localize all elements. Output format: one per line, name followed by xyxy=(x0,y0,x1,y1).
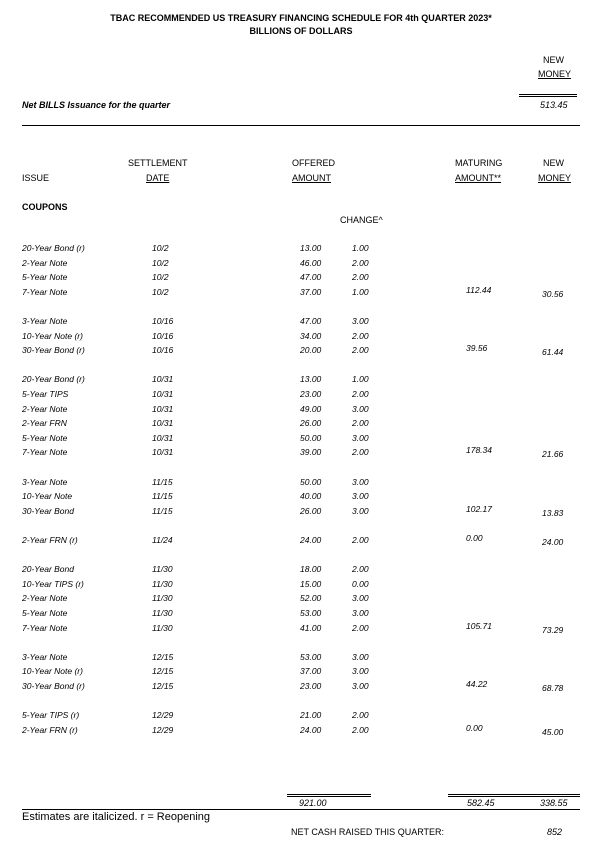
issue-cell: 20-Year Bond (r) xyxy=(22,374,85,385)
offered-amount-cell: 47.00 xyxy=(300,272,322,283)
total-rule-right-a xyxy=(448,794,580,795)
offered-amount-cell: 37.00 xyxy=(300,286,322,297)
change-cell: 3.00 xyxy=(352,432,369,443)
issue-cell: 30-Year Bond xyxy=(22,505,74,516)
total-new-money: 338.55 xyxy=(540,798,568,808)
offered-amount-cell: 24.00 xyxy=(300,724,322,735)
bills-value: 513.45 xyxy=(540,100,568,110)
issue-cell: 5-Year TIPS (r) xyxy=(22,710,80,721)
change-cell: 2.00 xyxy=(352,330,369,341)
header-change: CHANGE^ xyxy=(340,215,383,225)
change-cell: 1.00 xyxy=(352,286,369,297)
issue-cell: 2-Year Note xyxy=(22,257,68,268)
settlement-date-cell: 12/15 xyxy=(152,681,174,691)
change-cell: 3.00 xyxy=(352,651,369,662)
net-cash-label: NET CASH RAISED THIS QUARTER: xyxy=(291,827,445,837)
change-cell: 3.00 xyxy=(352,491,369,502)
issue-cell: 3-Year Note xyxy=(22,476,68,487)
change-cell: 2.00 xyxy=(352,564,369,575)
issue-cell: 2-Year FRN (r) xyxy=(22,535,78,545)
issue-cell: 2-Year Note xyxy=(22,593,68,604)
settlement-date-cell: 10/16 xyxy=(152,316,174,326)
offered-amount-cell: 41.00 xyxy=(300,622,322,633)
header-settlement: SETTLEMENT xyxy=(128,158,188,168)
net-cash-value: 852 xyxy=(547,827,563,837)
offered-amount-cell: 52.00 xyxy=(300,593,322,604)
issue-cell: 5-Year Note xyxy=(22,272,68,283)
settlement-date-cell: 11/15 xyxy=(152,476,173,487)
settlement-date-cell: 12/29 xyxy=(152,710,174,721)
settlement-date-cell: 11/30 xyxy=(152,622,173,633)
offered-amount-cell: 13.00 xyxy=(300,243,322,253)
header-new-money: MONEY xyxy=(538,173,572,183)
header-maturing: MATURING xyxy=(455,158,503,168)
offered-amount-cell: 23.00 xyxy=(300,389,322,399)
settlement-date-cell: 11/30 xyxy=(152,578,173,589)
double-rule-top-a xyxy=(519,94,577,95)
total-rule-offered-b xyxy=(287,796,371,797)
issue-cell: 10-Year TIPS (r) xyxy=(22,578,84,589)
change-cell: 3.00 xyxy=(352,505,369,516)
offered-amount-cell: 21.00 xyxy=(300,710,322,721)
change-cell: 3.00 xyxy=(352,476,369,487)
issue-cell: 30-Year Bond (r) xyxy=(22,345,85,356)
settlement-date-cell: 10/31 xyxy=(152,403,174,414)
change-cell: 2.00 xyxy=(352,345,369,356)
issue-cell: 10-Year Note (r) xyxy=(22,330,83,341)
settlement-date-cell: 10/31 xyxy=(152,447,174,458)
new-money-cell: 13.83 xyxy=(542,507,564,518)
issue-cell: 5-Year Note xyxy=(22,608,68,618)
settlement-date-cell: 10/31 xyxy=(152,432,174,443)
issue-cell: 5-Year TIPS xyxy=(22,389,69,399)
issue-cell: 2-Year FRN (r) xyxy=(22,724,78,735)
settlement-date-cell: 10/2 xyxy=(152,272,169,283)
settlement-date-cell: 11/15 xyxy=(152,491,173,502)
maturing-amount-cell: 112.44 xyxy=(466,284,492,295)
change-cell: 2.00 xyxy=(352,272,369,283)
total-maturing: 582.45 xyxy=(467,798,495,808)
offered-amount-cell: 15.00 xyxy=(300,578,322,589)
offered-amount-cell: 50.00 xyxy=(300,432,322,443)
issue-cell: 2-Year FRN xyxy=(22,418,67,429)
issue-cell: 5-Year Note xyxy=(22,432,68,443)
maturing-amount-cell: 44.22 xyxy=(466,679,488,689)
settlement-date-cell: 11/30 xyxy=(152,564,173,575)
change-cell: 2.00 xyxy=(352,389,369,399)
settlement-date-cell: 11/24 xyxy=(152,535,173,545)
issue-cell: 3-Year Note xyxy=(22,651,68,662)
settlement-date-cell: 10/31 xyxy=(152,374,174,385)
header-offered: OFFERED xyxy=(292,158,336,168)
maturing-amount-cell: 0.00 xyxy=(466,533,483,543)
offered-amount-cell: 39.00 xyxy=(300,447,322,458)
offered-amount-cell: 18.00 xyxy=(300,564,322,575)
offered-amount-cell: 49.00 xyxy=(300,403,322,414)
settlement-date-cell: 10/16 xyxy=(152,345,174,356)
change-cell: 2.00 xyxy=(352,418,369,429)
settlement-date-cell: 12/29 xyxy=(152,724,174,735)
top-new-label: NEW xyxy=(543,55,564,65)
change-cell: 2.00 xyxy=(352,535,369,545)
new-money-cell: 68.78 xyxy=(542,683,564,693)
settlement-date-cell: 10/16 xyxy=(152,330,174,341)
change-cell: 2.00 xyxy=(352,710,369,721)
offered-amount-cell: 46.00 xyxy=(300,257,322,268)
section-divider xyxy=(22,125,580,126)
change-cell: 3.00 xyxy=(352,403,369,414)
change-cell: 2.00 xyxy=(352,622,369,633)
double-rule-top-b xyxy=(519,96,577,97)
document-subtitle: BILLIONS OF DOLLARS xyxy=(249,26,353,36)
settlement-date-cell: 10/31 xyxy=(152,418,174,429)
offered-amount-cell: 13.00 xyxy=(300,374,322,385)
offered-amount-cell: 53.00 xyxy=(300,651,322,662)
issue-cell: 10-Year Note xyxy=(22,491,73,502)
footnote: Estimates are italicized. r = Reopening xyxy=(22,811,211,823)
offered-amount-cell: 20.00 xyxy=(300,345,322,356)
change-cell: 3.00 xyxy=(352,593,369,604)
issue-cell: 3-Year Note xyxy=(22,316,68,326)
maturing-amount-cell: 102.17 xyxy=(466,503,492,514)
offered-amount-cell: 26.00 xyxy=(300,418,322,429)
settlement-date-cell: 11/30 xyxy=(152,608,173,618)
change-cell: 2.00 xyxy=(352,257,369,268)
new-money-cell: 21.66 xyxy=(542,449,564,460)
change-cell: 3.00 xyxy=(352,681,369,691)
offered-amount-cell: 24.00 xyxy=(300,535,322,545)
issue-cell: 7-Year Note xyxy=(22,286,68,297)
issue-cell: 20-Year Bond xyxy=(22,564,74,575)
header-issue: ISSUE xyxy=(22,173,50,183)
offered-amount-cell: 40.00 xyxy=(300,491,322,502)
offered-amount-cell: 50.00 xyxy=(300,476,322,487)
settlement-date-cell: 12/15 xyxy=(152,666,174,677)
header-maturing-amount: AMOUNT** xyxy=(455,173,502,183)
maturing-amount-cell: 39.56 xyxy=(466,343,488,354)
offered-amount-cell: 23.00 xyxy=(300,681,322,691)
new-money-cell: 30.56 xyxy=(542,288,564,299)
offered-amount-cell: 37.00 xyxy=(300,666,322,677)
settlement-date-cell: 12/15 xyxy=(152,651,174,662)
header-new: NEW xyxy=(543,158,564,168)
bills-label: Net BILLS Issuance for the quarter xyxy=(22,100,171,110)
change-cell: 1.00 xyxy=(352,374,369,385)
issue-cell: 2-Year Note xyxy=(22,403,68,414)
maturing-amount-cell: 178.34 xyxy=(466,445,492,456)
new-money-cell: 73.29 xyxy=(542,624,564,635)
offered-amount-cell: 47.00 xyxy=(300,316,322,326)
issue-cell: 7-Year Note xyxy=(22,447,68,458)
change-cell: 2.00 xyxy=(352,447,369,458)
change-cell: 3.00 xyxy=(352,666,369,677)
change-cell: 3.00 xyxy=(352,608,369,618)
footer-divider xyxy=(22,809,580,810)
new-money-cell: 61.44 xyxy=(542,347,564,358)
new-money-cell: 45.00 xyxy=(542,726,564,737)
offered-amount-cell: 26.00 xyxy=(300,505,322,516)
document-title: TBAC RECOMMENDED US TREASURY FINANCING SCHEDULE FOR 4th QUARTER 2023* xyxy=(110,13,492,23)
header-date: DATE xyxy=(146,173,170,183)
coupons-label: COUPONS xyxy=(22,202,68,212)
settlement-date-cell: 10/2 xyxy=(152,243,169,253)
total-rule-offered-a xyxy=(287,794,371,795)
total-offered: 921.00 xyxy=(299,798,327,808)
issue-cell: 20-Year Bond (r) xyxy=(22,243,85,253)
maturing-amount-cell: 105.71 xyxy=(466,620,492,631)
issue-cell: 10-Year Note (r) xyxy=(22,666,83,677)
maturing-amount-cell: 0.00 xyxy=(466,722,483,733)
issue-cell: 7-Year Note xyxy=(22,622,68,633)
change-cell: 2.00 xyxy=(352,724,369,735)
settlement-date-cell: 10/2 xyxy=(152,257,169,268)
total-rule-right-b xyxy=(448,796,580,797)
header-offered-amount: AMOUNT xyxy=(292,173,331,183)
issue-cell: 30-Year Bond (r) xyxy=(22,681,85,691)
settlement-date-cell: 11/30 xyxy=(152,593,173,604)
settlement-date-cell: 11/15 xyxy=(152,505,173,516)
settlement-date-cell: 10/31 xyxy=(152,389,174,399)
change-cell: 3.00 xyxy=(352,316,369,326)
change-cell: 1.00 xyxy=(352,243,369,253)
offered-amount-cell: 34.00 xyxy=(300,330,322,341)
settlement-date-cell: 10/2 xyxy=(152,286,169,297)
top-money-label: MONEY xyxy=(538,69,572,79)
change-cell: 0.00 xyxy=(352,578,369,589)
offered-amount-cell: 53.00 xyxy=(300,608,322,618)
new-money-cell: 24.00 xyxy=(542,537,564,547)
